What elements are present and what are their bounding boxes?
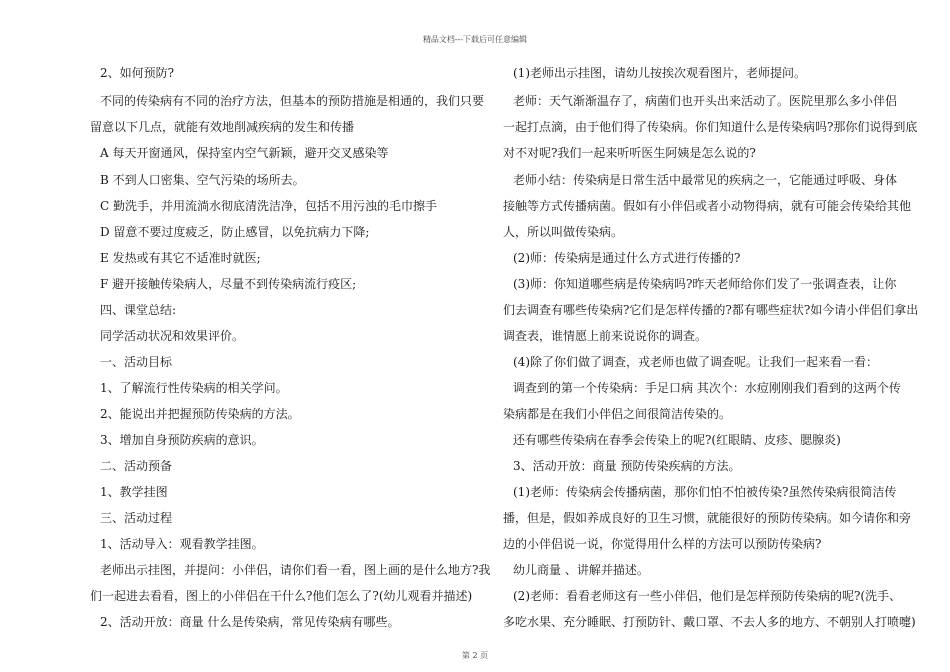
text-line: 2、能说出并把握预防传染病的方法。	[100, 407, 300, 421]
text-line: 1、了解流行性传染病的相关学问。	[100, 381, 288, 395]
text-line: 一起打点滴，由于他们得了传染病。你们知道什么是传染病吗?那你们说得到底	[503, 120, 918, 134]
text-line: (2)师：传染病是通过什么方式进行传播的?	[513, 251, 741, 265]
text-line: 四、课堂总结:	[100, 303, 177, 317]
text-line: 们一起进去看看，图上的小伴侣在干什么?他们怎么了?(幼儿观看并描述)	[90, 589, 473, 603]
text-line: 调查表，谁情愿上前来说说你的调查。	[503, 329, 708, 343]
text-line: 多吃水果、充分睡眠、打预防针、戴口罩、不去人多的地方、不朝别人打喷嚏)	[503, 615, 916, 629]
text-line: 同学活动状况和效果评价。	[100, 329, 245, 343]
text-line: 1、教学挂图	[100, 485, 168, 499]
text-line: 不同的传染病有不同的治疗方法，但基本的预防措施是相通的，我们只要	[100, 94, 485, 108]
text-line: 调查到的第一个传染病：手足口病 其次个：水痘刚刚我们看到的这两个传	[513, 381, 901, 395]
text-line: 老师：天气渐渐温存了，病菌们也开头出来活动了。医院里那么多小伴侣	[513, 94, 898, 108]
text-line: D 留意不要过度疲乏，防止感冒，以免抗病力下降;	[100, 225, 370, 239]
text-line: 还有哪些传染病在春季会传染上的呢?(红眼睛、皮疹、腮腺炎)	[513, 433, 841, 447]
page-header: 精品文档---下载后可任意编辑	[422, 35, 528, 44]
text-line: 幼儿商量 、讲解并描述。	[513, 563, 649, 577]
text-line: (3)师：你知道哪些病是传染病吗?昨天老师给你们发了一张调查表，让你	[513, 277, 897, 291]
text-line: 们去调查有哪些传染病?它们是怎样传播的?都有哪些症状?如今请小伴侣们拿出	[503, 303, 919, 317]
text-line: 人，所以叫做传染病。	[503, 225, 624, 239]
text-line: 一、活动目标	[100, 355, 173, 369]
text-line: B 不到人口密集、空气污染的场所去。	[100, 173, 305, 187]
text-line: 播，但是，假如养成良好的卫生习惯，就能很好的预防传染病。如今请你和旁	[503, 511, 912, 525]
text-line: 接触等方式传播病菌。假如有小伴侣或者小动物得病，就有可能会传染给其他	[503, 199, 912, 213]
text-line: E 发热或有其它不适准时就医;	[100, 251, 261, 265]
text-line: 2、如何预防?	[100, 66, 175, 80]
text-line: 老师出示挂图，并提问：小伴侣，请你们看一看，图上画的是什么地方?我	[100, 563, 491, 577]
text-line: C 勤洗手，并用流淌水彻底清洗洁净，包括不用污浊的毛巾擦手	[100, 199, 437, 213]
text-line: (1)老师：传染病会传播病菌，那你们怕不怕被传染?虽然传染病很简洁传	[513, 485, 897, 499]
text-line: 老师小结：传染病是日常生活中最常见的疾病之一，它能通过呼吸、身体	[513, 173, 898, 187]
text-line: (2)老师：看看老师这有一些小伴侣，他们是怎样预防传染病的呢?(洗手、	[513, 589, 902, 603]
text-line: 2、活动开放：商量 什么是传染病，常见传染病有哪些。	[100, 615, 400, 629]
text-line: (4)除了你们做了调查，戎老师也做了调查呢。让我们一起来看一看：	[513, 355, 879, 369]
text-line: 二、活动预备	[100, 459, 173, 473]
text-line: 3、增加自身预防疾病的意识。	[100, 433, 264, 447]
page-number: 第 2 页	[461, 651, 489, 660]
text-line: 对不对呢?我们一起来听听医生阿姨是怎么说的?	[503, 146, 756, 160]
text-line: 1、活动导入：观看教学挂图。	[100, 537, 264, 551]
text-line: 染病都是在我们小伴侣之间很简洁传染的。	[503, 407, 732, 421]
text-line: F 避开接触传染病人，尽量不到传染病流行疫区;	[100, 277, 357, 291]
text-line: 留意以下几点，就能有效地削减疾病的发生和传播	[90, 120, 355, 134]
text-line: 边的小伴侣说一说，你觉得用什么样的方法可以预防传染病?	[503, 537, 822, 551]
text-line: 三、活动过程	[100, 511, 173, 525]
text-line: 3、活动开放：商量 预防传染疾病的方法。	[513, 459, 741, 473]
text-line: (1)老师出示挂图，请幼儿按挨次观看图片，老师提问。	[513, 66, 807, 80]
text-line: A 每天开窗通风，保持室内空气新颖，避开交叉感染等	[100, 146, 389, 160]
